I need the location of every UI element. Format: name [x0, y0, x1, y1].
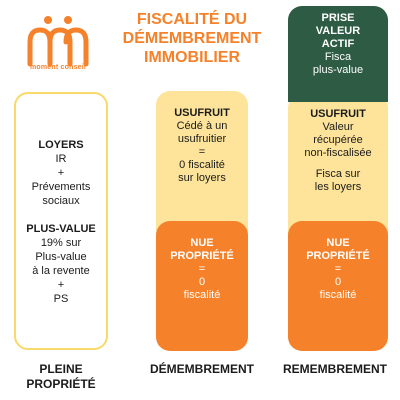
plus-value-line: Plus-value — [35, 251, 87, 263]
nue-line: 0 — [198, 276, 206, 288]
nue-title: PROPRIÉTÉ — [306, 250, 370, 262]
prise-title: VALEUR — [315, 25, 361, 37]
usufruit-line: non-fiscalisée — [304, 147, 372, 159]
usufruit-line: usufruitier — [177, 133, 227, 145]
usufruit-line: Fisca sur — [315, 168, 361, 180]
nue-line: = — [198, 263, 206, 275]
brand-name: moment conseil — [29, 64, 87, 71]
title-line-3: IMMOBILIER — [144, 49, 240, 66]
title-line-1: FISCALITÉ DU — [136, 11, 248, 28]
loyers-line: IR — [55, 153, 67, 165]
usufruit-line: Valeur — [322, 121, 354, 133]
nue-title: NUE — [326, 237, 350, 249]
usufruit-line: les loyers — [314, 181, 362, 193]
col2-nue-propriete-card — [156, 221, 248, 351]
title-line-2: DÉMEMBREMENT — [122, 30, 262, 47]
nue-line: = — [334, 263, 342, 275]
col3-usufruit-card — [288, 94, 388, 234]
usufruit-title: USUFRUIT — [174, 107, 230, 119]
prise-title: ACTIF — [321, 38, 355, 50]
footer-pleine-propriete — [14, 362, 108, 392]
footer-line: PLEINE — [39, 362, 83, 376]
nue-line: fiscalité — [319, 289, 357, 301]
usufruit-line: Cédé à un — [176, 120, 228, 132]
prise-line: plus-value — [312, 64, 364, 76]
loyers-title: LOYERS — [38, 139, 84, 151]
footer-line: PROPRIÉTÉ — [26, 377, 96, 391]
loyers-line: + — [57, 167, 65, 179]
col3-nue-propriete-card — [288, 221, 388, 351]
plus-value-line: PS — [53, 293, 69, 305]
prise-line: Fisca — [324, 51, 352, 63]
footer-demembrement: DÉMEMBREMENT — [150, 362, 254, 376]
nue-line: 0 — [334, 276, 342, 288]
plus-value-line: 19% sur — [40, 237, 82, 249]
plus-value-title: PLUS-VALUE — [26, 223, 96, 235]
footer-remembrement: REMEMBREMENT — [283, 362, 387, 376]
nue-title: NUE — [190, 237, 214, 249]
usufruit-line: récupérée — [313, 134, 363, 146]
usufruit-line: = — [198, 146, 206, 158]
usufruit-title: USUFRUIT — [310, 108, 366, 120]
prise-title: PRISE — [321, 12, 355, 24]
nue-title: PROPRIÉTÉ — [170, 250, 234, 262]
loyers-line: Prévements — [31, 181, 91, 193]
nue-line: fiscalité — [183, 289, 221, 301]
pleine-propriete-card — [14, 92, 108, 350]
page-title — [112, 10, 272, 67]
plus-value-line: + — [57, 279, 65, 291]
usufruit-line: 0 fiscalité — [179, 159, 225, 171]
plus-value-line: à la revente — [32, 265, 90, 277]
col2-usufruit-card — [156, 91, 248, 231]
loyers-line: sociaux — [42, 195, 80, 207]
usufruit-line: sur loyers — [178, 172, 226, 184]
col3-prise-valeur-card — [288, 6, 388, 102]
